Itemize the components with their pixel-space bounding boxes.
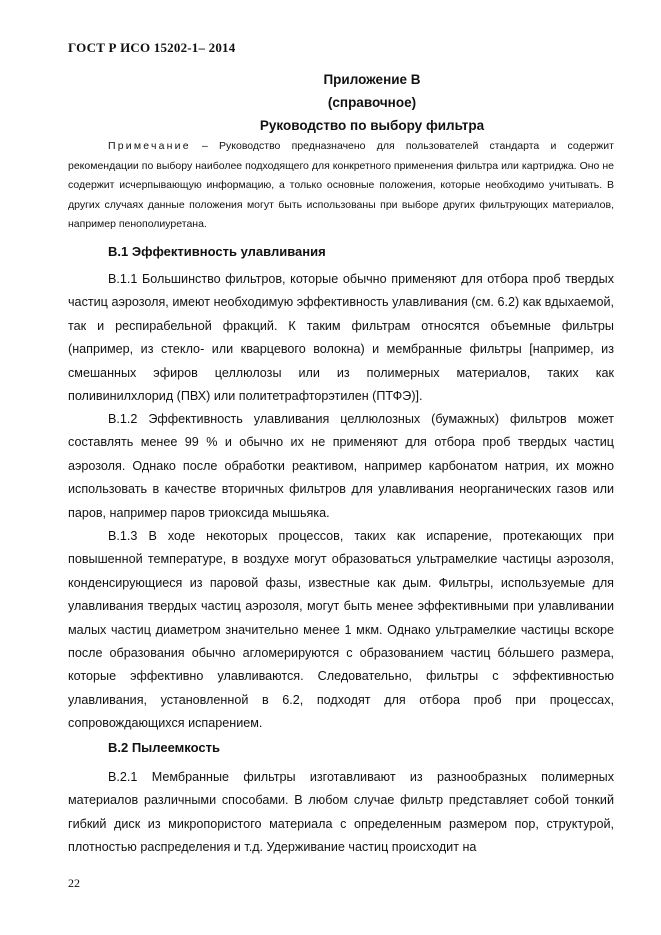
document-code-header: ГОСТ Р ИСО 15202-1– 2014 bbox=[68, 40, 236, 55]
paragraph-b1-1: В.1.1 Большинство фильтров, которые обычно применяют для отбора проб твердых частиц аэрозоля, имеют необходимую эффективность улавливания (см. 6.2) как вдыхаемой, так и респирабельной фракций. К таким фильтрам относятся объемные фильтры (например, из стекло- или кварцевого волокна) и мембранные фильтры [например, из смешанных эфиров целлюлозы или из полимерных материалов, таких как поливинилхлорид (ПВХ) или политетрафторэтилен (ПТФЭ)]. bbox=[68, 272, 614, 404]
note-text: – Руководство предназначено для пользователей стандарта и содержит рекомендации по выбору наиболее подходящего для конкретного применения фильтра или картриджа. Оно не содержит исчерпывающую информацию, а только основные положения, которые необходимо учитывать. В других случаях данные положения могут быть использованы при выборе других фильтрующих материалов, например пенополиуретана. bbox=[68, 140, 614, 230]
note-block bbox=[68, 137, 614, 235]
appendix-type: (справочное) bbox=[327, 95, 417, 110]
note-label: Примечание bbox=[108, 140, 191, 152]
page-number: 22 bbox=[68, 876, 80, 890]
paragraph-b2-1: В.2.1 Мембранные фильтры изготавливают из разнообразных полимерных материалов различными способами. В любом случае фильтр представляет собой тонкий гибкий диск из микропористого материала с определенным размером пор, структурой, плотностью распределения и т.д. Удерживание частиц происходит на bbox=[68, 770, 614, 855]
paragraph-b1-2: В.1.2 Эффективность улавливания целлюлозных (бумажных) фильтров может составлять менее 99 % и обычно их не применяют для отбора проб твердых частиц аэрозоля. Однако после обработки реактивом, например карбонатом натрия, их можно использовать в качестве вторичных фильтров для улавливания неорганических газов или паров, например паров триоксида мышьяка. bbox=[68, 412, 614, 520]
section-heading-b2: В.2 Пылеемкость bbox=[108, 740, 220, 755]
section-heading-b1: В.1 Эффективность улавливания bbox=[108, 244, 326, 259]
paragraph-b1-3: В.1.3 В ходе некоторых процессов, таких как испарение, протекающих при повышенной температуре, в воздухе могут образоваться ультрамелкие частицы аэрозоля, конденсирующиеся из паровой фазы, известные как дым. Фильтры, используемые для улавливания твердых частиц аэрозоля, могут быть менее эффективными при улавливании малых частиц диаметром значительно менее 1 мкм. Однако ультрамелкие частицы вскоре после образования обычно агломерируются с образованием частиц бóльшего размера, которые эффективно улавливаются. Следовательно, фильтры с эффективностью улавливания, установленной в 6.2, подходят для отбора проб при процессах, сопровождающихся испарением. bbox=[68, 529, 614, 731]
appendix-title: Приложение В bbox=[323, 72, 421, 87]
appendix-heading: Руководство по выбору фильтра bbox=[259, 118, 485, 133]
